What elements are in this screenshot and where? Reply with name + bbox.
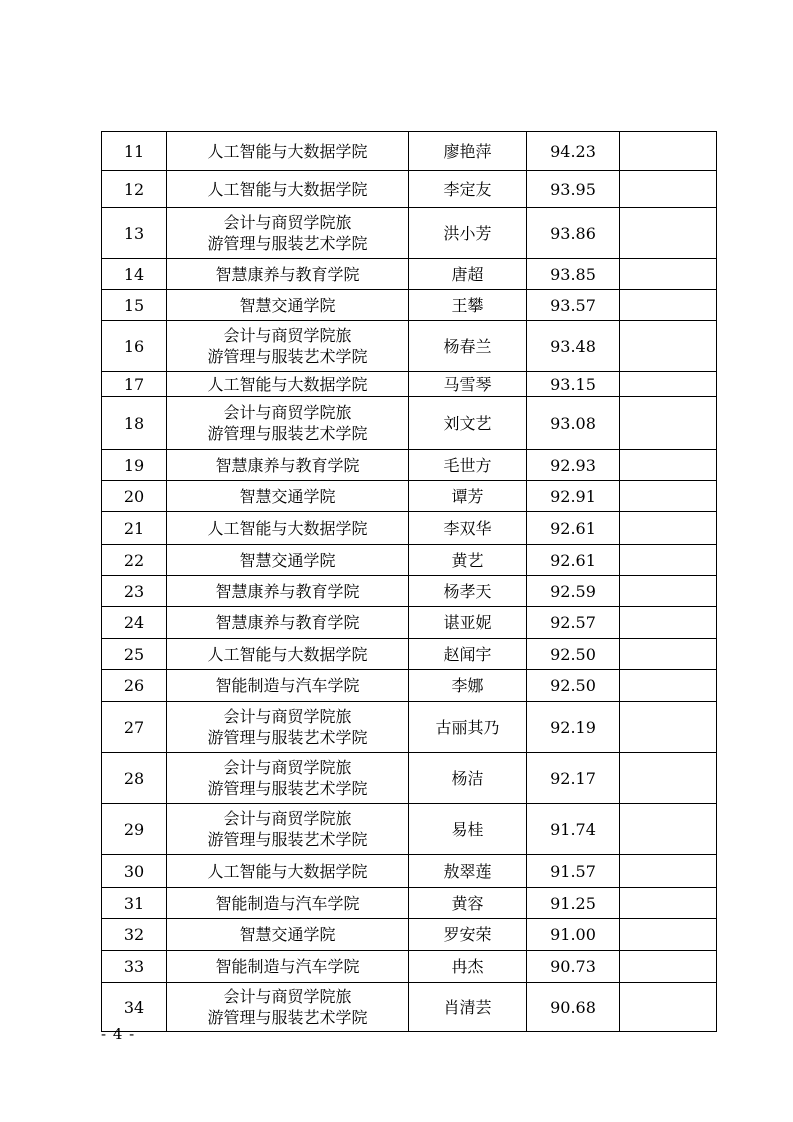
cell-number: 15 <box>102 290 167 321</box>
cell-number: 33 <box>102 951 167 983</box>
cell-remark <box>620 372 717 397</box>
cell-number: 11 <box>102 132 167 171</box>
cell-score: 92.50 <box>527 670 620 702</box>
cell-college: 人工智能与大数据学院 <box>167 171 409 208</box>
cell-college: 人工智能与大数据学院 <box>167 855 409 888</box>
cell-score: 93.95 <box>527 171 620 208</box>
cell-college: 智慧交通学院 <box>167 290 409 321</box>
cell-name: 易桂 <box>409 804 527 855</box>
cell-number: 34 <box>102 983 167 1032</box>
table-row <box>102 639 717 670</box>
cell-number: 16 <box>102 321 167 372</box>
cell-college: 智慧康养与教育学院 <box>167 576 409 607</box>
cell-number: 30 <box>102 855 167 888</box>
cell-name: 唐超 <box>409 259 527 290</box>
cell-score: 93.48 <box>527 321 620 372</box>
cell-score: 92.61 <box>527 545 620 576</box>
cell-score: 91.25 <box>527 888 620 919</box>
cell-remark <box>620 481 717 512</box>
cell-college: 会计与商贸学院旅 游管理与服装艺术学院 <box>167 321 409 372</box>
cell-number: 22 <box>102 545 167 576</box>
cell-number: 13 <box>102 208 167 259</box>
cell-number: 17 <box>102 372 167 397</box>
cell-name: 赵闻宇 <box>409 639 527 670</box>
table-row <box>102 951 717 983</box>
cell-score: 91.74 <box>527 804 620 855</box>
cell-score: 91.00 <box>527 919 620 951</box>
cell-number: 26 <box>102 670 167 702</box>
cell-college: 会计与商贸学院旅 游管理与服装艺术学院 <box>167 397 409 450</box>
cell-remark <box>620 171 717 208</box>
cell-remark <box>620 512 717 545</box>
cell-name: 马雪琴 <box>409 372 527 397</box>
cell-number: 24 <box>102 607 167 639</box>
table-row <box>102 481 717 512</box>
table-row <box>102 171 717 208</box>
cell-score: 92.91 <box>527 481 620 512</box>
table-row <box>102 855 717 888</box>
cell-name: 谭芳 <box>409 481 527 512</box>
score-table <box>101 131 717 1032</box>
cell-college: 智慧康养与教育学院 <box>167 259 409 290</box>
cell-score: 93.08 <box>527 397 620 450</box>
cell-score: 90.73 <box>527 951 620 983</box>
cell-remark <box>620 607 717 639</box>
table-row <box>102 259 717 290</box>
cell-remark <box>620 919 717 951</box>
cell-score: 92.61 <box>527 512 620 545</box>
cell-score: 91.57 <box>527 855 620 888</box>
cell-remark <box>620 290 717 321</box>
table-row <box>102 670 717 702</box>
table-row <box>102 545 717 576</box>
cell-score: 93.15 <box>527 372 620 397</box>
table-row <box>102 702 717 753</box>
cell-number: 23 <box>102 576 167 607</box>
table-row <box>102 290 717 321</box>
table-row <box>102 919 717 951</box>
table-row <box>102 753 717 804</box>
cell-remark <box>620 639 717 670</box>
cell-college: 智能制造与汽车学院 <box>167 670 409 702</box>
cell-college: 智慧康养与教育学院 <box>167 607 409 639</box>
cell-number: 12 <box>102 171 167 208</box>
cell-remark <box>620 545 717 576</box>
cell-remark <box>620 983 717 1032</box>
cell-remark <box>620 670 717 702</box>
cell-number: 19 <box>102 450 167 481</box>
cell-number: 14 <box>102 259 167 290</box>
cell-score: 90.68 <box>527 983 620 1032</box>
cell-name: 黄艺 <box>409 545 527 576</box>
cell-remark <box>620 397 717 450</box>
cell-college: 智慧交通学院 <box>167 919 409 951</box>
cell-name: 廖艳萍 <box>409 132 527 171</box>
page-number: - 4 - <box>101 1025 136 1043</box>
cell-college: 会计与商贸学院旅 游管理与服装艺术学院 <box>167 983 409 1032</box>
table-row <box>102 512 717 545</box>
cell-name: 洪小芳 <box>409 208 527 259</box>
cell-college: 会计与商贸学院旅 游管理与服装艺术学院 <box>167 702 409 753</box>
cell-name: 王攀 <box>409 290 527 321</box>
cell-number: 32 <box>102 919 167 951</box>
cell-name: 杨洁 <box>409 753 527 804</box>
cell-number: 21 <box>102 512 167 545</box>
score-table-body <box>102 132 717 1032</box>
cell-college: 人工智能与大数据学院 <box>167 372 409 397</box>
cell-college: 智能制造与汽车学院 <box>167 951 409 983</box>
cell-remark <box>620 804 717 855</box>
cell-remark <box>620 753 717 804</box>
cell-college: 智能制造与汽车学院 <box>167 888 409 919</box>
cell-remark <box>620 208 717 259</box>
cell-score: 92.17 <box>527 753 620 804</box>
cell-score: 92.59 <box>527 576 620 607</box>
cell-number: 20 <box>102 481 167 512</box>
cell-number: 31 <box>102 888 167 919</box>
cell-score: 92.19 <box>527 702 620 753</box>
cell-score: 93.86 <box>527 208 620 259</box>
table-row <box>102 804 717 855</box>
cell-college: 人工智能与大数据学院 <box>167 132 409 171</box>
table-row <box>102 983 717 1032</box>
cell-number: 18 <box>102 397 167 450</box>
cell-name: 刘文艺 <box>409 397 527 450</box>
cell-remark <box>620 450 717 481</box>
cell-score: 94.23 <box>527 132 620 171</box>
cell-remark <box>620 888 717 919</box>
cell-college: 人工智能与大数据学院 <box>167 512 409 545</box>
cell-score: 93.57 <box>527 290 620 321</box>
table-row <box>102 372 717 397</box>
cell-remark <box>620 855 717 888</box>
cell-remark <box>620 132 717 171</box>
cell-name: 罗安荣 <box>409 919 527 951</box>
table-row <box>102 321 717 372</box>
cell-name: 黄容 <box>409 888 527 919</box>
cell-remark <box>620 259 717 290</box>
cell-name: 李双华 <box>409 512 527 545</box>
cell-name: 毛世方 <box>409 450 527 481</box>
cell-number: 28 <box>102 753 167 804</box>
cell-college: 智慧康养与教育学院 <box>167 450 409 481</box>
cell-remark <box>620 702 717 753</box>
cell-name: 敖翠莲 <box>409 855 527 888</box>
cell-name: 冉杰 <box>409 951 527 983</box>
cell-college: 会计与商贸学院旅 游管理与服装艺术学院 <box>167 804 409 855</box>
cell-number: 25 <box>102 639 167 670</box>
cell-name: 谌亚妮 <box>409 607 527 639</box>
cell-name: 肖清芸 <box>409 983 527 1032</box>
cell-college: 智慧交通学院 <box>167 545 409 576</box>
cell-remark <box>620 576 717 607</box>
cell-remark <box>620 321 717 372</box>
table-row <box>102 208 717 259</box>
cell-remark <box>620 951 717 983</box>
table-row <box>102 576 717 607</box>
cell-score: 93.85 <box>527 259 620 290</box>
table-row <box>102 132 717 171</box>
cell-number: 29 <box>102 804 167 855</box>
cell-name: 杨春兰 <box>409 321 527 372</box>
cell-score: 92.57 <box>527 607 620 639</box>
cell-name: 李娜 <box>409 670 527 702</box>
table-row <box>102 888 717 919</box>
table-row <box>102 607 717 639</box>
table-row <box>102 450 717 481</box>
cell-name: 李定友 <box>409 171 527 208</box>
cell-name: 古丽其乃 <box>409 702 527 753</box>
cell-college: 人工智能与大数据学院 <box>167 639 409 670</box>
cell-score: 92.93 <box>527 450 620 481</box>
cell-number: 27 <box>102 702 167 753</box>
table-row <box>102 397 717 450</box>
cell-college: 智慧交通学院 <box>167 481 409 512</box>
cell-score: 92.50 <box>527 639 620 670</box>
cell-college: 会计与商贸学院旅 游管理与服装艺术学院 <box>167 753 409 804</box>
cell-name: 杨孝天 <box>409 576 527 607</box>
cell-college: 会计与商贸学院旅 游管理与服装艺术学院 <box>167 208 409 259</box>
